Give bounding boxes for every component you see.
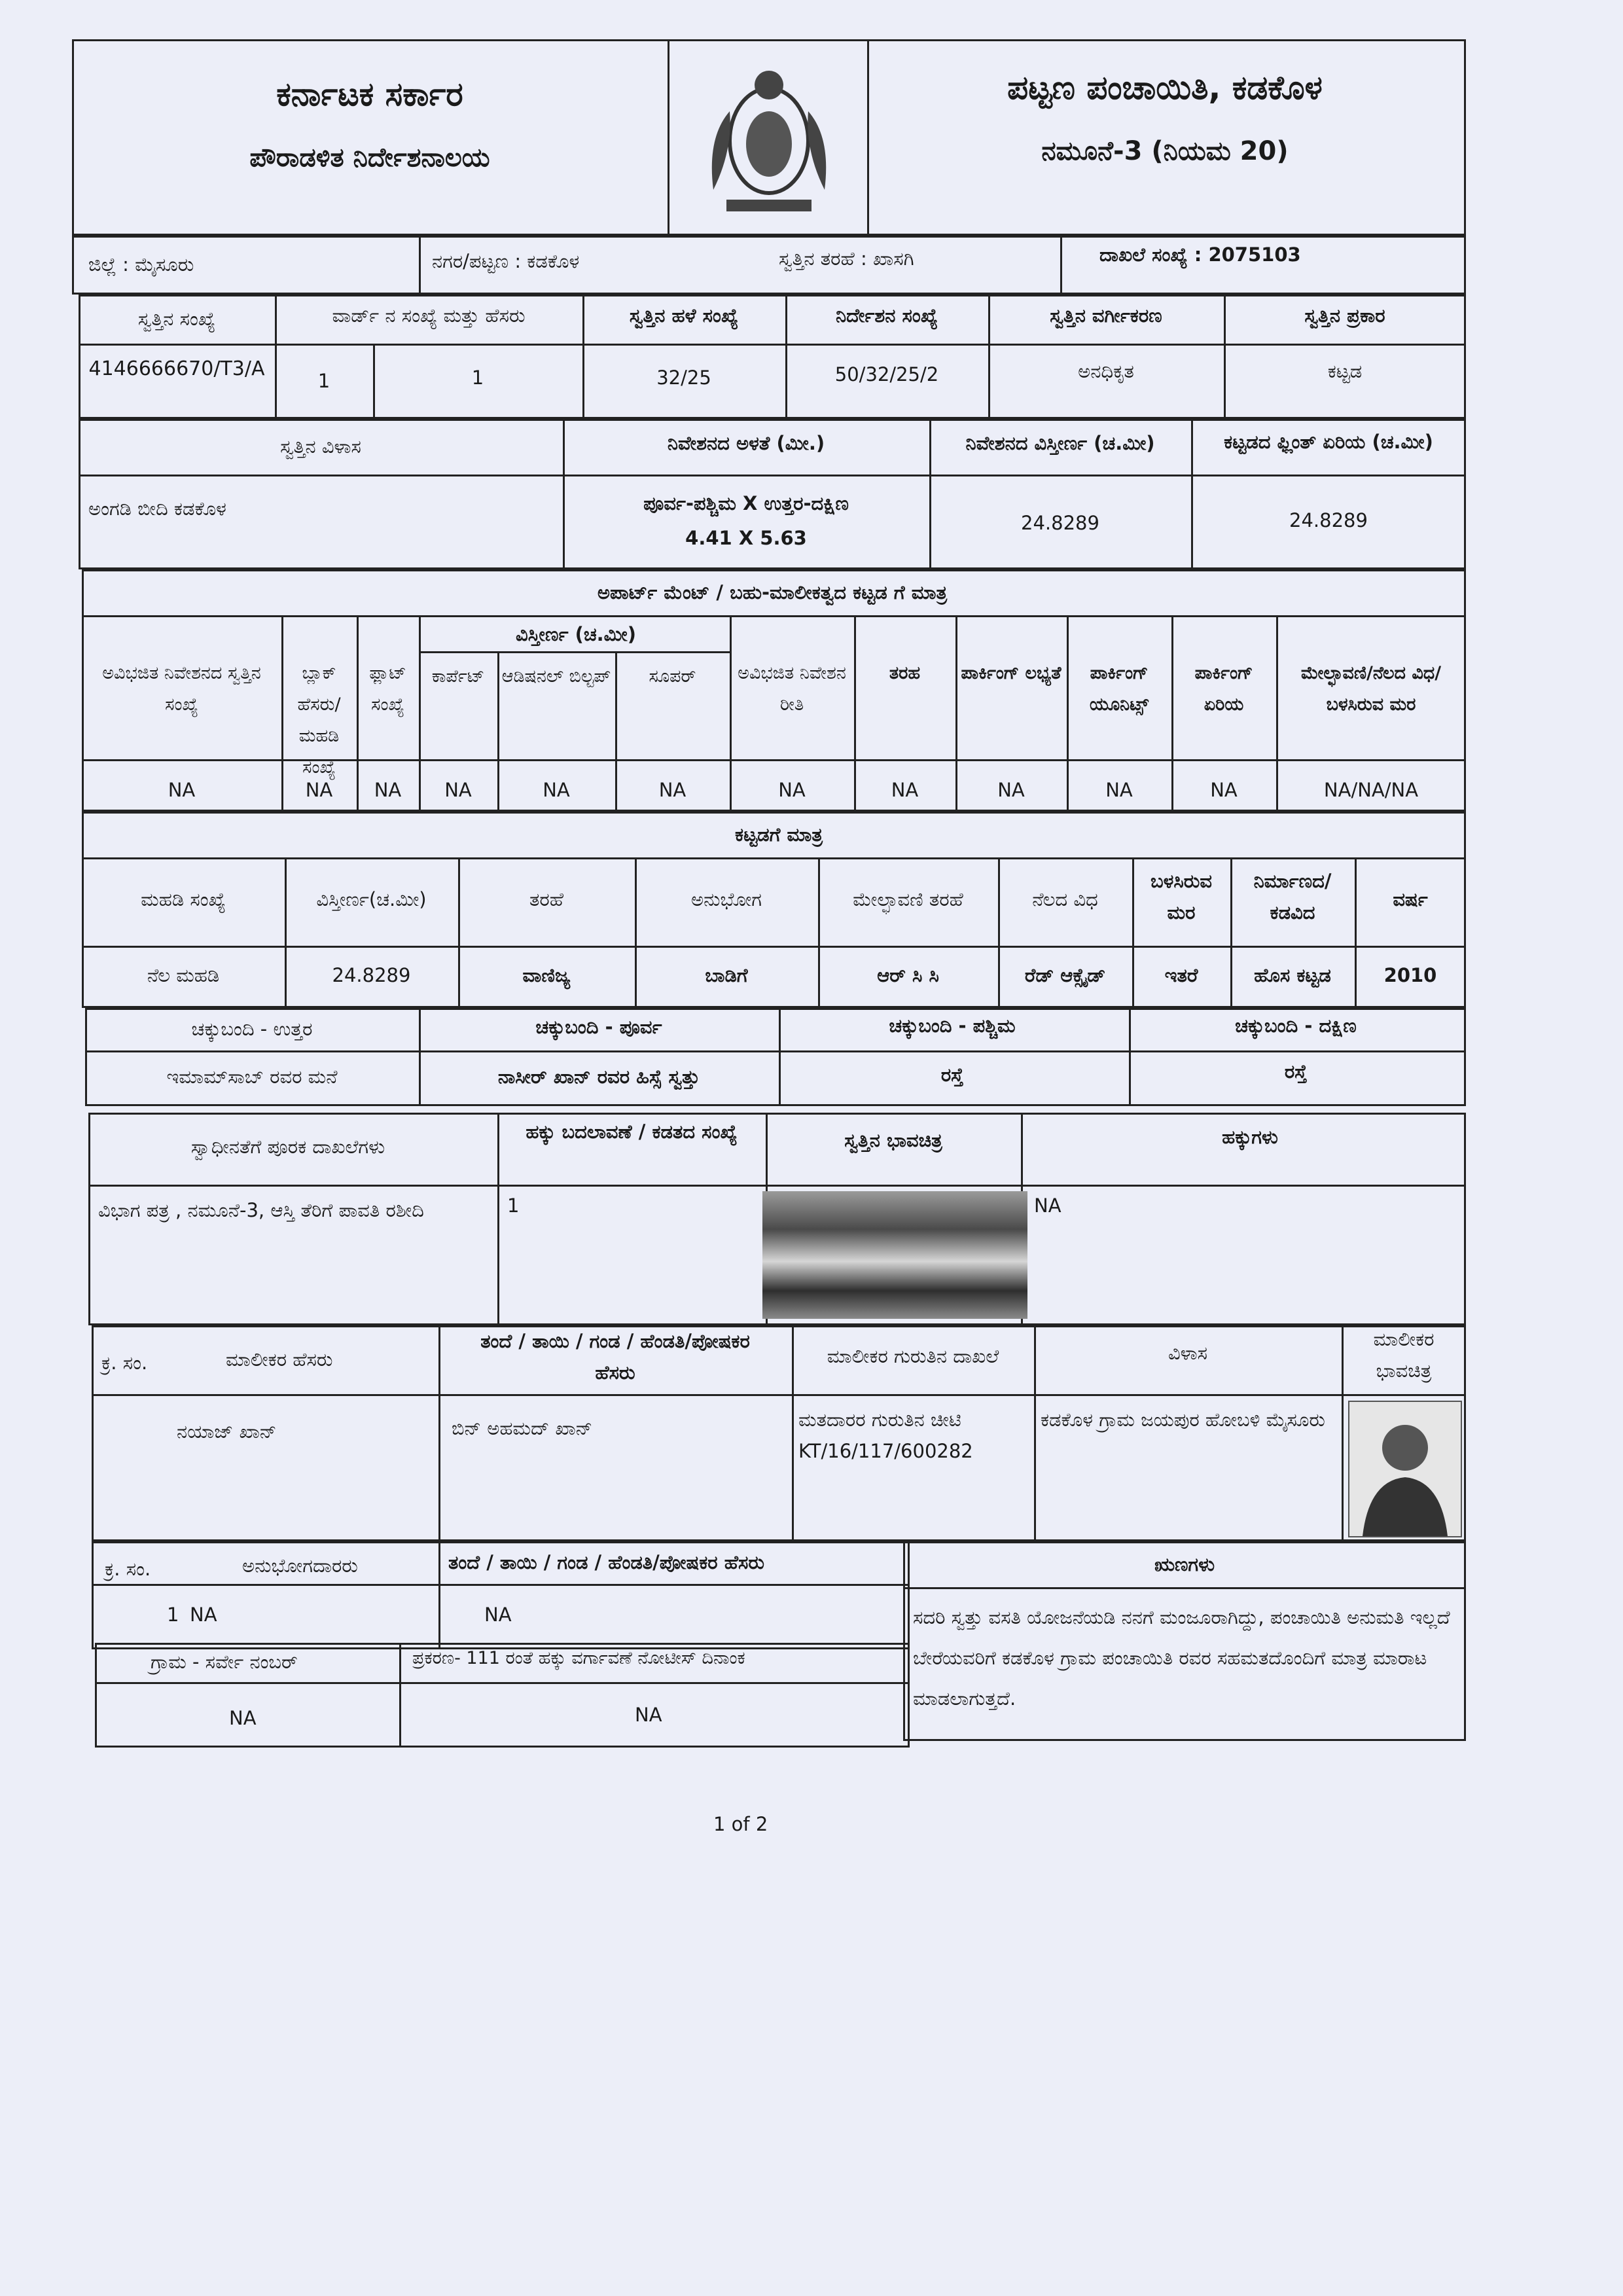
dims-label: ಪೂರ್ವ-ಪಶ್ಚಿಮ X ಉತ್ತರ-ದಕ್ಷಿಣ [643,492,849,514]
liabilities-text: ಸದರಿ ಸ್ವತ್ತು ವಸತಿ ಯೋಜನೆಯಡಿ ನನಗೆ ಮಂಜೂರಾಗಿದ್ದು, ಪಂಚಾಯಿತಿ ಅನುಮತಿ ಇಲ್ಲದೆ ಬೇರೆಯವರಿಗೆ ಕಡಕೊಳ ಗ್ರಾಮ ಪಂಚಾಯಿತಿ ರವರ ಸಹಮತದೊಂದಿಗೆ ಮಾತ್ರ ಮಾರಾಟ ಮಾಡಲಾಗುತ್ತದೆ. [913,1606,1450,1710]
file-number: 1 [507,1194,520,1217]
plinth-area-header: ಕಟ್ಟಡದ ಫ್ಲಿಂತ್ ಏರಿಯ (ಚ.ಮೀ) [1224,431,1433,453]
building-value-area: 24.8289 [332,964,411,986]
building-value-construction: ಹೊಸ ಕಟ್ಟಡ [1254,964,1331,986]
property-photo [762,1191,1027,1319]
building-value-year: 2010 [1383,964,1437,986]
occupant-serial: 1 [167,1604,179,1626]
boundary-east-header: ಚಕ್ಕುಬಂದಿ - ಪೂರ್ವ [535,1016,662,1038]
apt-value-undivided-site-no: NA [168,779,196,801]
property-kind: ಕಟ್ಟಡ [1327,360,1363,382]
apt-header-super: ಸೂಪರ್ [649,666,696,687]
apartment-title: ಅಪಾರ್ಟ್ ಮೆಂಟ್ / ಬಹು-ಮಾಲೀಕತ್ವದ ಕಟ್ಟಡ ಗೆ ಮಾತ್ರ [597,581,948,603]
ids-header-direction-no: ನಿರ್ದೇಶನ ಸಂಖ್ಯೆ [835,304,938,327]
ids-header-type: ಸ್ವತ್ತಿನ ಪ್ರಕಾರ [1304,304,1385,327]
rights-header-documents: ಸ್ವಾಧೀನತೆಗೆ ಪೂರಕ ದಾಖಲೆಗಳು [190,1136,385,1158]
apt-header-type: ತರಹ [889,663,921,683]
ward-name: 1 [471,367,484,389]
boundary-west: ರಸ್ತೆ [940,1064,964,1086]
building-value-wood-used: ಇತರೆ [1164,964,1198,986]
owner-parent: ಬಿನ್ ಅಹಮದ್ ಖಾನ್ [452,1417,593,1439]
site-area: 24.8289 [1021,512,1099,534]
page-number: 1 of 2 [713,1813,768,1835]
building-header-construction: ನಿರ್ಮಾಣದ/ ಕಡವಿದ [1253,870,1332,924]
property-address: ಅಂಗಡಿ ಬೀದಿ ಕಡಕೊಳ [88,497,226,520]
occupant-name: NA [190,1604,217,1626]
rights-value: NA [1034,1194,1061,1217]
apt-header-additional-builtup: ಆಡಿಷನಲ್ ಬಿಲ್ಟಪ್ [501,666,611,687]
property-type: ಸ್ವತ್ತಿನ ತರಹೆ : ಖಾಸಗಿ [779,247,914,270]
notice-date: NA [635,1704,662,1726]
town: ನಗರ/ಪಟ್ಟಣ : ಕಡಕೊಳ [432,250,580,272]
ids-header-classification: ಸ್ವತ್ತಿನ ವರ್ಗೀಕರಣ [1050,304,1162,327]
apt-value-block-floor: NA [305,779,333,801]
occupants-header-serial: ಕ್ರ. ಸಂ. [105,1558,151,1580]
boundary-west-header: ಚಕ್ಕುಬಂದಿ - ಪಶ್ಚಿಮ [889,1014,1016,1037]
owner-header-address: ವಿಳಾಸ [1168,1342,1208,1364]
district: ಜಿಲ್ಲೆ : ಮೈಸೂರು [88,253,194,276]
apt-value-type: NA [891,779,919,801]
state-emblem [694,59,844,223]
ids-header-old-no: ಸ್ವತ್ತಿನ ಹಳೆ ಸಂಖ್ಯೆ [629,304,739,327]
apt-value-undivided-site-type: NA [778,779,806,801]
apt-header-undivided-site-no: ಅವಿಭಜಿತ ನಿವೇಶನದ ಸ್ವತ್ತಿನ ಸಂಖ್ಯೆ [102,663,261,715]
apt-value-additional-builtup: NA [543,779,570,801]
building-header-year: ವರ್ಷ [1393,888,1428,910]
building-value-type: ವಾಣಿಜ್ಯ [522,964,571,986]
rights-header-rights: ಹಕ್ಕುಗಳು [1222,1126,1278,1148]
apt-header-undivided-site-type: ಅವಿಭಜಿತ ನಿವೇಶನ ರೀತಿ [738,663,846,715]
apt-header-flat-no: ಫ್ಲಾಟ್ ಸಂಖ್ಯೆ [369,663,406,715]
survey-header-number: ಗ್ರಾಮ - ಸರ್ವೇ ನಂಬರ್ [151,1651,298,1673]
survey-header-notice-date: ಪ್ರಕರಣ- 111 ರಂತೆ ಹಕ್ಕು ವರ್ಗಾವಣೆ ನೋಟೀಸ್ ದಿನಾಂಕ [412,1648,745,1668]
site-dims-header: ನಿವೇಶನದ ಅಳತೆ (ಮೀ.) [667,432,825,454]
direction-number: 50/32/25/2 [834,363,939,386]
ids-table [79,295,1466,419]
owner-header-name: ಮಾಲೀಕರ ಹೆಸರು [226,1348,333,1371]
boundary-north: ಇಮಾಮ್‌ಸಾಬ್ ರವರ ಮನೆ [166,1066,338,1088]
address-header: ಸ್ವತ್ತಿನ ವಿಳಾಸ [280,435,361,457]
apt-value-parking-availability: NA [997,779,1025,801]
ids-header-ward: ವಾರ್ಡ್ ನ ಸಂಖ್ಯೆ ಮತ್ತು ಹೆಸರು [332,304,526,327]
apt-value-flat-no: NA [374,779,402,801]
apt-header-roof-floor-wood: ಮೇಲ್ಛಾವಣಿ/ನೆಲದ ವಿಧ/ಬಳಸಿರುವ ಮರ [1300,663,1442,715]
apt-header-parking-area: ಪಾರ್ಕಿಂಗ್ ಏರಿಯ [1194,663,1253,715]
government-name: ಕರ್ನಾಟಕ ಸರ್ಕಾರ [276,75,463,113]
boundary-north-header: ಚಕ್ಕುಬಂದಿ - ಉತ್ತರ [191,1018,313,1040]
building-header-roof-type: ಮೇಲ್ಛಾವಣಿ ತರಹೆ [853,888,963,910]
owner-header-id: ಮಾಲೀಕರ ಗುರುತಿನ ದಾಖಲೆ [827,1345,999,1367]
old-number: 32/25 [656,367,711,389]
apt-header-block-floor: ಬ್ಲಾಕ್ ಹೆಸರು/ ಮಹಡಿ ಸಂಖ್ಯೆ [297,663,341,778]
plinth-area: 24.8289 [1289,509,1368,531]
owner-name: ನಯಾಜ್ ಖಾನ್ [177,1420,277,1443]
record-number: ದಾಖಲೆ ಸಂಖ್ಯೆ : 2075103 [1099,243,1301,266]
building-header-wood-used: ಬಳಸಿರುವ ಮರ [1150,870,1212,924]
building-value-roof-type: ಆರ್ ಸಿ ಸಿ [877,964,939,986]
apt-header-parking-availability: ಪಾರ್ಕಿಂಗ್ ಲಭ್ಯತೆ [961,663,1061,683]
owner-header-parent: ತಂದೆ / ತಾಯಿ / ಗಂಡ / ಹೆಂಡತಿ/ಪೋಷಕರ ಹೆಸರು [480,1330,750,1384]
apt-value-carpet: NA [444,779,472,801]
building-title: ಕಟ್ಟಡಗೆ ಮಾತ್ರ [735,823,823,846]
building-value-floor: ನೆಲ ಮಹಡಿ [147,964,220,986]
classification: ಅನಧಿಕೃತ [1078,360,1134,382]
ids-header-property-no: ಸ್ವತ್ತಿನ ಸಂಖ್ಯೆ [137,308,216,330]
building-value-usage: ಬಾಡಿಗೆ [705,964,748,986]
occupants-header-parent: ತಂದೆ / ತಾಯಿ / ಗಂಡ / ಹೆಂಡತಿ/ಪೋಷಕರ ಹೆಸರು [448,1551,764,1573]
building-header-floor: ಮಹಡಿ ಸಂಖ್ಯೆ [141,888,226,910]
rights-header-photo: ಸ್ವತ್ತಿನ ಭಾವಚಿತ್ರ [844,1129,942,1151]
owner-header-serial: ಕ್ರ. ಸಂ. [101,1352,148,1374]
property-number: 4146666670/T3/A [88,357,265,380]
form-number: ನಮೂನೆ-3 (ನಿಯಮ 20) [1041,136,1289,166]
site-area-header: ನಿವೇಶನದ ವಿಸ್ತೀರ್ಣ (ಚ.ಮೀ) [965,432,1155,454]
building-header-type: ತರಹೆ [529,888,563,910]
apt-value-parking-units: NA [1105,779,1133,801]
owner-photo [1348,1401,1462,1537]
building-header-floor-type: ನೆಲದ ವಿಧ [1032,888,1098,910]
panchayat-name: ಪಟ್ಟಣ ಪಂಚಾಯಿತಿ, ಕಡಕೊಳ [1007,69,1323,107]
site-dimensions: 4.41 X 5.63 [685,527,807,549]
survey-number: NA [229,1707,257,1729]
department-name: ಪೌರಾಡಳಿತ ನಿರ್ದೇಶನಾಲಯ [249,143,490,173]
apt-value-roof-floor-wood: NA/NA/NA [1323,779,1419,801]
boundary-south: ರಸ್ತೆ [1284,1060,1308,1083]
owner-header-photo: ಮಾಲೀಕರ ಭಾವಚಿತ್ರ [1373,1328,1435,1382]
ward-number: 1 [317,370,330,392]
building-header-usage: ಅನುಭೋಗ [691,888,762,910]
apt-header-parking-units: ಪಾರ್ಕಿಂಗ್ ಯೂನಿಟ್ಸ್ [1089,663,1149,715]
owner-id-document: ಮತದಾರರ ಗುರುತಿನ ಚೀಟಿ KT/16/117/600282 [798,1408,973,1462]
occupant-parent: NA [484,1604,512,1626]
occupants-header-name: ಅನುಭೋಗದಾರರು [242,1554,358,1577]
apt-header-carpet: ಕಾರ್ಪೆಟ್ [431,666,485,687]
area-group-header: ವಿಸ್ತೀರ್ಣ (ಚ.ಮೀ) [515,623,637,645]
building-header-area: ವಿಸ್ತೀರ್ಣ(ಚ.ಮೀ) [316,888,427,910]
apt-value-super: NA [658,779,687,801]
supporting-documents: ವಿಭಾಗ ಪತ್ರ , ನಮೂನೆ-3, ಆಸ್ತಿ ತೆರಿಗೆ ಪಾವತಿ ರಶೀದಿ [98,1199,424,1221]
building-value-floor-type: ರೆಡ್ ಆಕ್ಸೈಡ್ [1024,964,1106,986]
rights-header-file-no: ಹಕ್ಕು ಬದಲಾವಣೆ / ಕಡತದ ಸಂಖ್ಯೆ [526,1121,738,1143]
boundary-east: ನಾಸೀರ್ ಖಾನ್ ರವರ ಹಿಸ್ಸೆ ಸ್ವತ್ತು [497,1066,700,1088]
apt-value-parking-area: NA [1210,779,1238,801]
owner-address: ಕಡಕೊಳ ಗ್ರಾಮ ಜಯಪುರ ಹೋಬಳಿ ಮೈಸೂರು [1041,1408,1325,1431]
boundary-south-header: ಚಕ್ಕುಬಂದಿ - ದಕ್ಷಿಣ [1235,1014,1357,1037]
liabilities-header: ಋಣಗಳು [1154,1553,1215,1575]
